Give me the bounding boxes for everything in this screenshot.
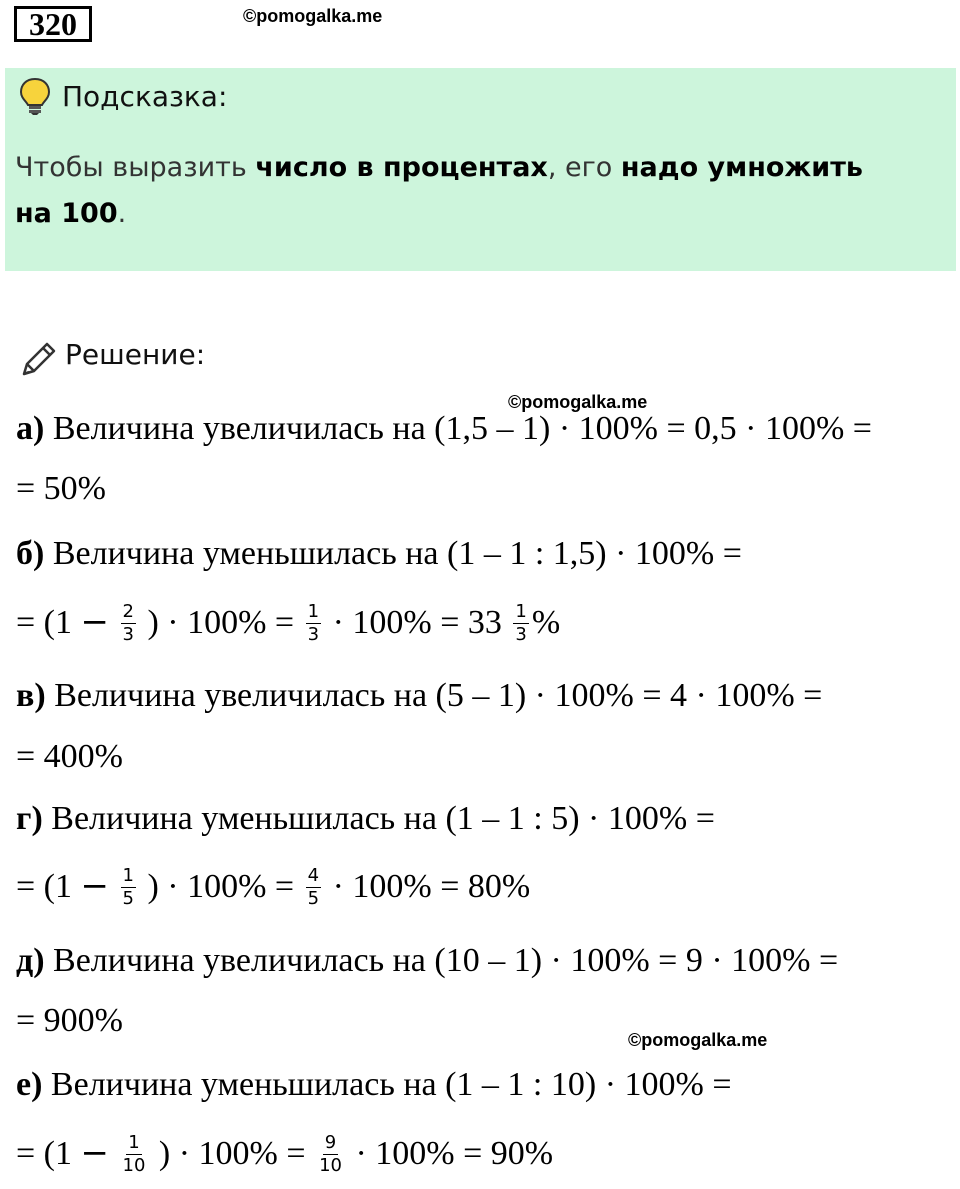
watermark: ©pomogalka.me <box>628 1030 768 1050</box>
solution-title: Решение: <box>65 338 206 371</box>
solution-line-e1: е) Величина уменьшилась на (1 – 1 : 10) · 100% = <box>16 1066 732 1103</box>
solution-line-b2: = (1 − $\frac{2}{3}$ ) · 100% = $\frac{1}{3}$ · 100% = 33 $\frac{1}{3}$ % <box>16 600 561 645</box>
solution-line-d2: = 900% <box>16 1002 123 1039</box>
task-number: 320 <box>14 6 92 42</box>
pencil-icon <box>18 338 60 380</box>
solution-line-g1: г) Величина уменьшилась на (1 – 1 : 5) · 100% = <box>16 800 715 837</box>
fraction: $\frac{4}{5}$ <box>307 864 320 909</box>
fraction: $\frac{2}{3}$ <box>122 600 134 645</box>
hint-text: Чтобы выразить число в процентах, его надо умножить на 100. <box>15 152 863 229</box>
solution-line-b1: б) Величина уменьшилась на (1 – 1 : 1,5) · 100% = <box>16 535 742 572</box>
hint-title: Подсказка: <box>62 80 228 113</box>
solution-line-v2: = 400% <box>16 738 123 775</box>
lightbulb-icon <box>17 76 53 116</box>
fraction: $\frac{1}{10}$ <box>122 1131 146 1176</box>
fraction: $\frac{1}{5}$ <box>122 864 134 909</box>
fraction: $\frac{1}{3}$ <box>515 600 527 645</box>
solution-line-a1: а) Величина увеличилась на (1,5 – 1) · 100% = 0,5 · 100% = <box>16 410 872 447</box>
solution-line-g2: = (1 − $\frac{1}{5}$ ) · 100% = $\frac{4}{5}$ · 100% = 80% <box>16 864 531 909</box>
watermark: ©pomogalka.me <box>243 6 383 26</box>
solution-line-v1: в) Величина увеличилась на (5 – 1) · 100% = 4 · 100% = <box>16 677 823 714</box>
fraction: $\frac{9}{10}$ <box>319 1131 342 1176</box>
solution-line-e2: = (1 − $\frac{1}{10}$ ) · 100% = $\frac{9}{10}$ · 100% = 90% <box>16 1131 554 1176</box>
solution-line-d1: д) Величина увеличилась на (10 – 1) · 100% = 9 · 100% = <box>16 942 839 979</box>
fraction: $\frac{1}{3}$ <box>307 600 320 645</box>
watermark: ©pomogalka.me <box>508 392 648 412</box>
solution-line-a2: = 50% <box>16 470 106 507</box>
